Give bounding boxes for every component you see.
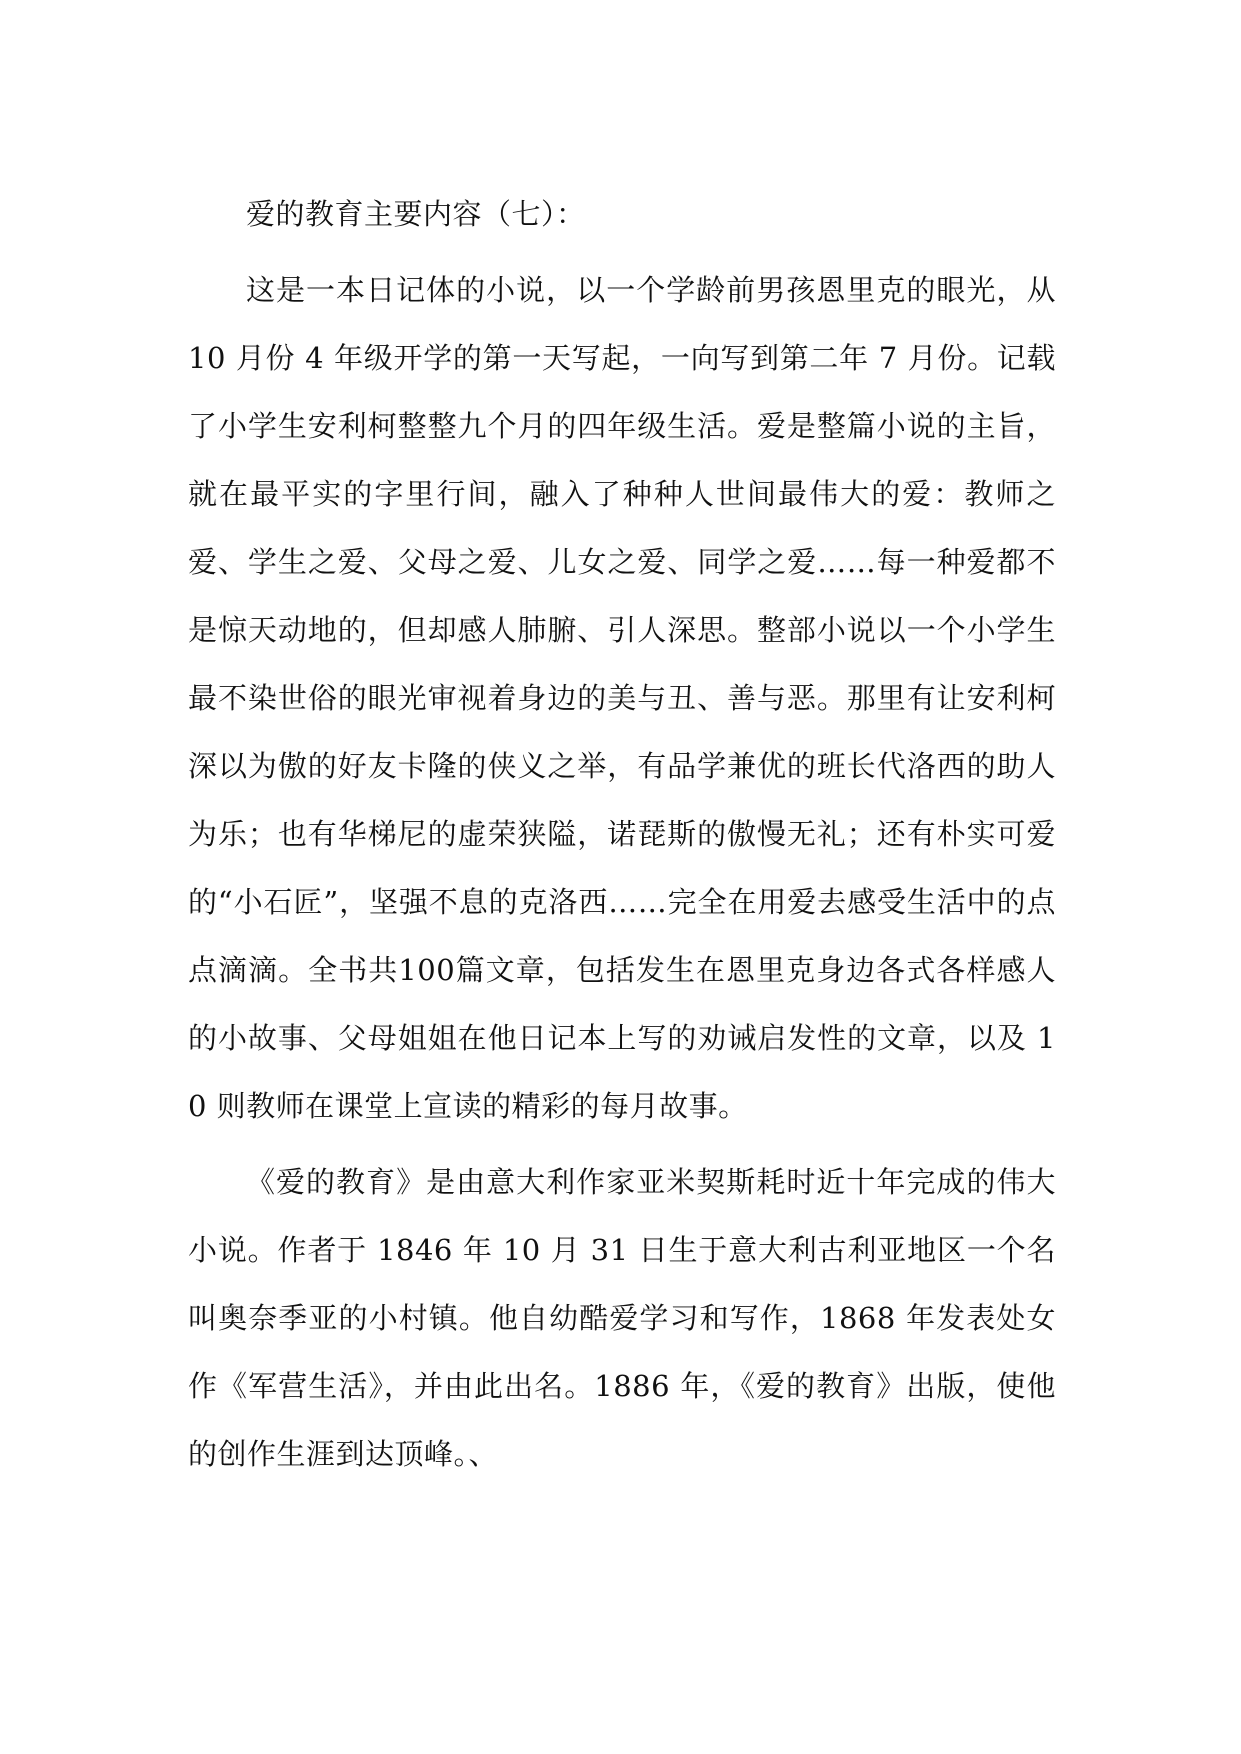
paragraph-summary: 这是一本日记体的小说，以一个学龄前男孩恩里克的眼光，从 10 月份 4 年级开学的第一天写起，一向写到第二年 7 月份。记载了小学生安利柯整整九个月的四年级生活。爱是整篇小说的主旨，就在最平实的字里行间，融入了种种人世间最伟大的爱：教师之爱、学生之爱、父母之爱、儿女之爱、同学之爱……每一种爱都不是惊天动地的，但却感人肺腑、引人深思。整部小说以一个小学生最不染世俗的眼光审视着身边的美与丑、善与恶。那里有让安利柯深以为傲的好友卡隆的侠义之举，有品学兼优的班长代洛西的助人为乐；也有华梯尼的虚荣狭隘，诺琵斯的傲慢无礼；还有朴实可爱的“小石匠”，坚强不息的克洛西……完全在用爱去感受生活中的点点滴滴。全书共100篇文章，包括发生在恩里克身边各式各样感人的小故事、父母姐姐在他日记本上写的劝诫启发性的文章，以及 10 则教师在课堂上宣读的精彩的每月故事。 — [188, 273, 1056, 1123]
document-heading: 爱的教育主要内容（七）： — [246, 197, 586, 231]
paragraph-author: 《爱的教育》是由意大利作家亚米契斯耗时近十年完成的伟大小说。作者于 1846 年 10 月 31 日生于意大利古利亚地区一个名叫奥奈季亚的小村镇。他自幼酷爱学习和写作，1868 年发表处女作《军营生活》，并由此出名。1886 年，《爱的教育》出版，使他的创作生涯到达顶峰。、 — [188, 1165, 1056, 1471]
document-page — [188, 180, 1056, 1488]
